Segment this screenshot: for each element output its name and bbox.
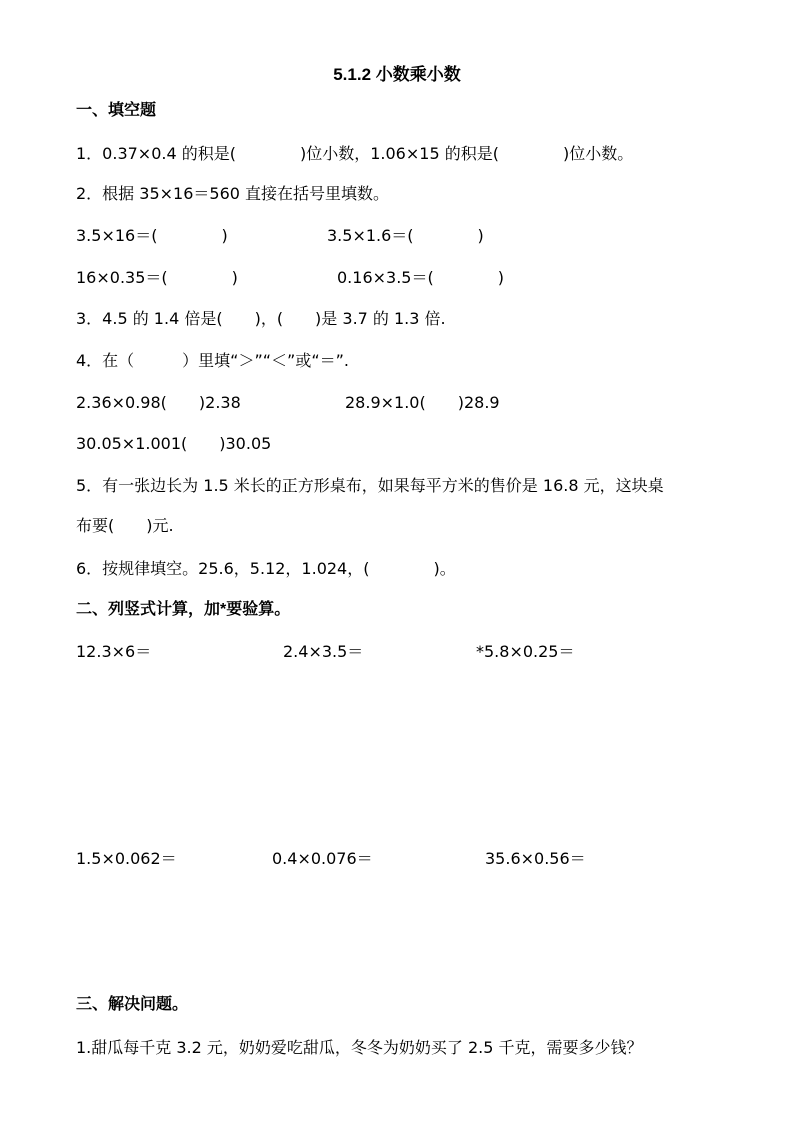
question-2-item: 16×0.35＝( ) (76, 268, 238, 287)
calc-problem: 0.4×0.076＝ (272, 849, 373, 868)
calc-problem: 1.5×0.062＝ (76, 849, 177, 868)
question-2-item: 3.5×1.6＝( ) (327, 226, 484, 245)
question-4-item: 30.05×1.001( )30.05 (76, 434, 272, 453)
question-6: 6．按规律填空。25.6，5.12，1.024，( )。 (76, 559, 456, 578)
calc-problem: *5.8×0.25＝ (476, 642, 575, 661)
question-5-line2: 布要( )元. (76, 516, 174, 535)
page-title: 5.1.2 小数乘小数 (333, 65, 461, 84)
question-2: 2．根据 35×16＝560 直接在括号里填数。 (76, 184, 390, 203)
calc-problem: 2.4×3.5＝ (283, 642, 364, 661)
question-2-item: 0.16×3.5＝( ) (337, 268, 504, 287)
question-5-line1: 5．有一张边长为 1.5 米长的正方形桌布，如果每平方米的售价是 16.8 元，这块桌 (76, 476, 664, 495)
section-heading-vertical-calc: 二、列竖式计算，加*要验算。 (76, 601, 291, 618)
question-2-item: 3.5×16＝( ) (76, 226, 228, 245)
calc-problem: 35.6×0.56＝ (485, 849, 586, 868)
question-3: 3．4.5 的 1.4 倍是( )，( )是 3.7 的 1.3 倍. (76, 309, 446, 328)
section-heading-problem-solving: 三、解决问题。 (76, 996, 189, 1013)
question-1: 1．0.37×0.4 的积是( )位小数，1.06×15 的积是( )位小数。 (76, 144, 634, 163)
calc-problem: 12.3×6＝ (76, 642, 152, 661)
question-4-item: 28.9×1.0( )28.9 (345, 393, 500, 412)
question-4-item: 2.36×0.98( )2.38 (76, 393, 241, 412)
question-4: 4．在（ ）里填“＞”“＜”或“＝”. (76, 351, 350, 370)
word-problem-1: 1.甜瓜每千克 3.2 元，奶奶爱吃甜瓜，冬冬为奶奶买了 2.5 千克，需要多少钱？ (76, 1038, 643, 1057)
section-heading-fill-blanks: 一、填空题 (76, 102, 157, 119)
